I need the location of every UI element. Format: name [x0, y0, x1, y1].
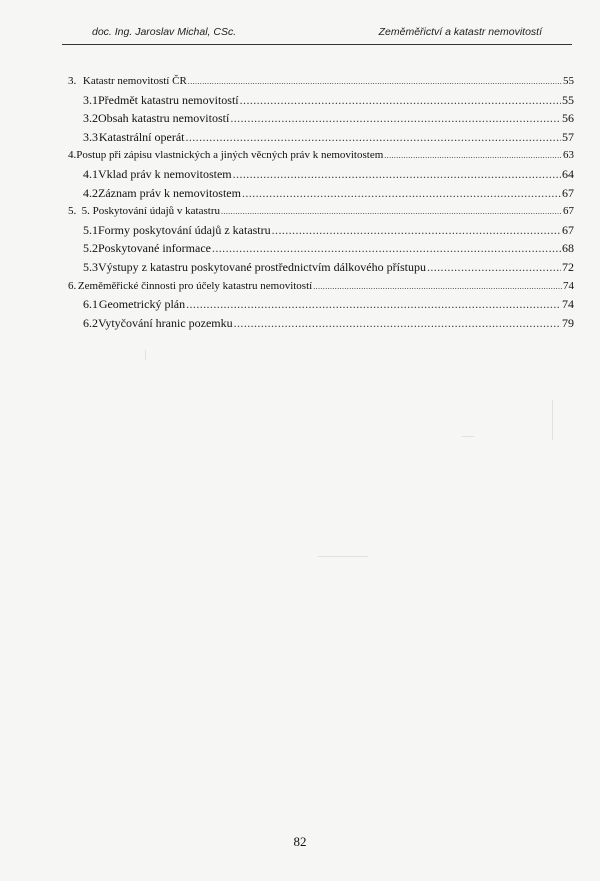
- scan-mark: [145, 350, 146, 360]
- toc-entry-number: 6.2: [83, 315, 98, 330]
- toc-entry: [64, 202, 578, 221]
- toc-entry-number: 3.: [68, 75, 77, 87]
- toc-dot-leader: [240, 91, 561, 110]
- toc-entry-page: 74: [563, 279, 574, 292]
- toc-entry: [64, 109, 578, 128]
- toc-dot-leader: [272, 221, 561, 240]
- scan-mark: [552, 400, 553, 440]
- toc-entry-number: 3.3: [83, 129, 98, 144]
- toc-entry-number: 6.: [68, 279, 77, 292]
- toc-entry-title: Katastr nemovitostí ČR: [82, 75, 187, 87]
- toc-entry-page: 56: [562, 111, 574, 126]
- toc-entry: [64, 146, 578, 165]
- toc-entry: [64, 128, 578, 147]
- toc-entry-title: Vklad práv k nemovitostem: [98, 166, 232, 181]
- toc-entry: [64, 91, 578, 110]
- toc-dot-leader: [221, 202, 562, 222]
- page-header: [62, 26, 572, 42]
- toc-entry-number: 4.1: [83, 166, 98, 181]
- scan-mark: [318, 556, 368, 557]
- toc-entry: [64, 295, 578, 314]
- toc-entry: [64, 221, 578, 240]
- toc-dot-leader: [427, 258, 561, 277]
- toc-entry-title: Formy poskytování údajů z katastru: [98, 222, 271, 237]
- toc-entry-title: Katastrální operát: [98, 129, 185, 144]
- toc-entry: [64, 239, 578, 258]
- toc-entry: [64, 258, 578, 277]
- toc-entry-number: 3.2: [83, 111, 98, 126]
- toc-dot-leader: [230, 109, 561, 128]
- page-number: 82: [293, 834, 307, 849]
- toc-dot-leader: [313, 277, 562, 297]
- toc-entry-page: 67: [563, 205, 574, 218]
- toc-entry-page: 67: [562, 185, 574, 200]
- toc-dot-leader: [188, 72, 562, 92]
- toc-entry-title: Postup při zápisu vlastnických a jiných věcných práv k nemovitostem: [76, 149, 384, 162]
- toc-entry-page: 74: [562, 297, 574, 312]
- toc-entry: [64, 184, 578, 203]
- toc-entry-title: Geometrický plán: [98, 297, 186, 312]
- toc-entry-number: 5.: [68, 205, 77, 218]
- toc-dot-leader: [186, 295, 561, 314]
- toc-entry-page: 55: [562, 92, 574, 107]
- toc-dot-leader: [234, 314, 561, 333]
- toc-entry-title: Obsah katastru nemovitostí: [98, 111, 230, 126]
- toc-entry-number: 5.2: [83, 241, 98, 256]
- header-author: doc. Ing. Jaroslav Michal, CSc.: [92, 26, 237, 38]
- toc-entry-title: Zeměměřické činnosti pro účely katastru nemovitostí: [77, 279, 313, 292]
- toc-entry-page: 64: [562, 166, 574, 181]
- toc-entry-number: 5.3: [83, 259, 98, 274]
- toc-entry: [64, 277, 578, 296]
- toc-entry-title: Záznam práv k nemovitostem: [98, 185, 241, 200]
- table-of-contents: [64, 72, 578, 332]
- toc-dot-leader: [384, 146, 562, 166]
- toc-dot-leader: [242, 184, 561, 203]
- toc-entry-title: 5. Poskytování údajů v katastru: [81, 205, 220, 218]
- toc-entry-title: Výstupy z katastru poskytované prostřednictvím dálkového přístupu: [98, 259, 426, 274]
- toc-entry-title: Poskytované informace: [98, 241, 211, 256]
- toc-entry-number: 4.: [68, 149, 77, 162]
- toc-entry-page: 67: [562, 222, 574, 237]
- toc-entry-title: Vytyčování hranic pozemku: [98, 315, 233, 330]
- toc-entry-page: 68: [562, 241, 574, 256]
- toc-entry-page: 57: [562, 129, 574, 144]
- toc-entry-page: 72: [562, 259, 574, 274]
- toc-entry: [64, 72, 578, 91]
- scan-mark: [462, 436, 474, 437]
- header-rule: [62, 44, 572, 45]
- header-book-title: Zeměměřictví a katastr nemovitostí: [378, 26, 542, 38]
- toc-entry-number: 6.1: [83, 297, 98, 312]
- toc-entry-page: 79: [562, 315, 574, 330]
- toc-dot-leader: [233, 165, 561, 184]
- toc-entry-number: 3.1: [83, 92, 98, 107]
- toc-entry: [64, 165, 578, 184]
- toc-entry-number: 4.2: [83, 185, 98, 200]
- toc-entry: [64, 314, 578, 333]
- toc-entry-page: 63: [563, 149, 574, 162]
- toc-dot-leader: [185, 128, 561, 147]
- toc-entry-title: Předmět katastru nemovitostí: [98, 92, 239, 107]
- toc-dot-leader: [212, 239, 561, 258]
- toc-entry-number: 5.1: [83, 222, 98, 237]
- toc-entry-page: 55: [563, 75, 574, 87]
